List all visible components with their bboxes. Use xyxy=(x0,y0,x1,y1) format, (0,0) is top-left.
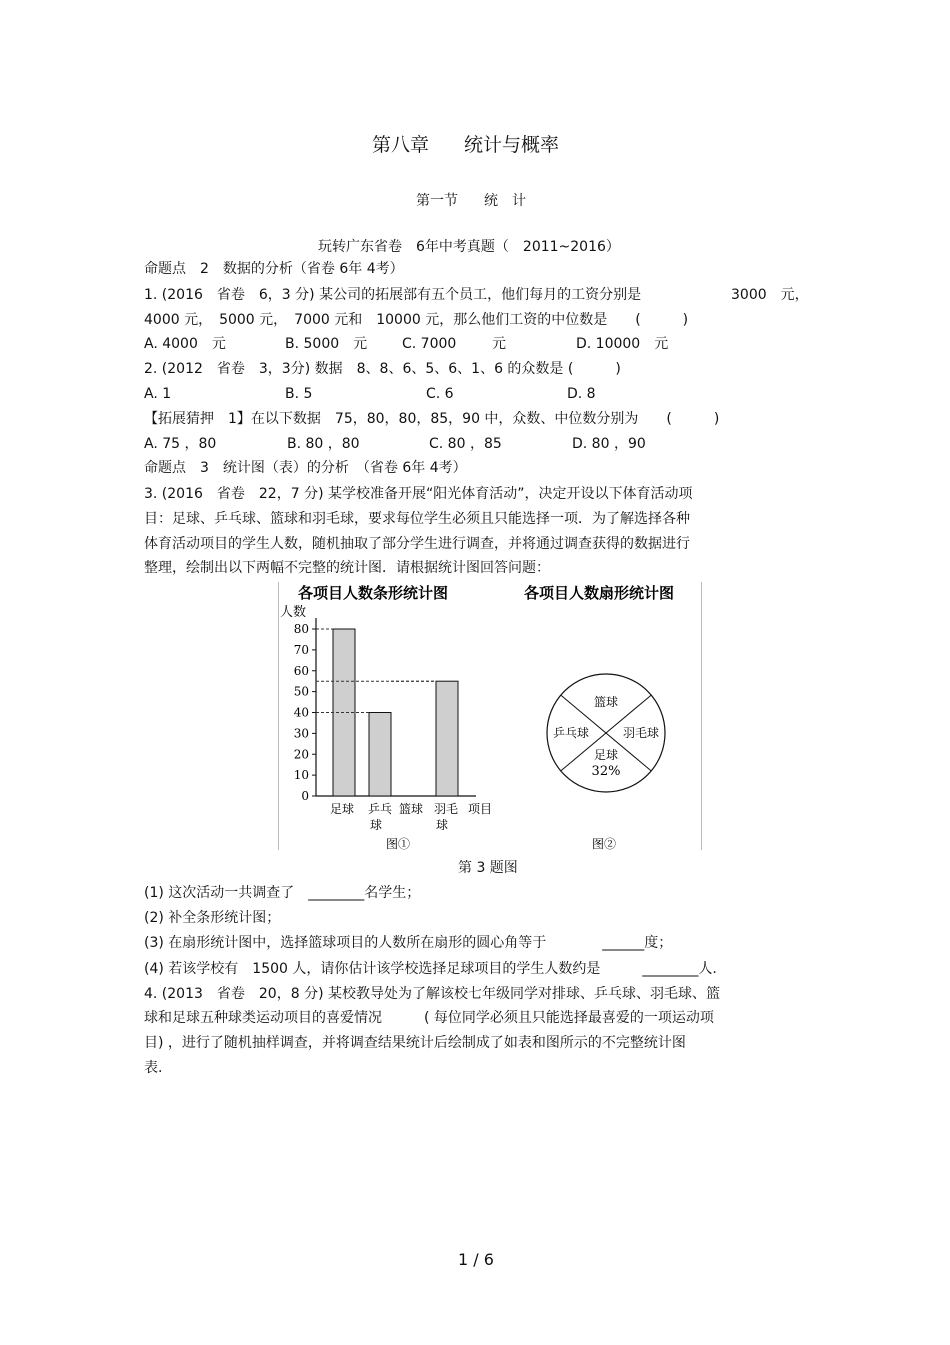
x-category-label-line2: 球 xyxy=(436,818,449,832)
pie-slice-label: 乒乓球 xyxy=(552,726,590,740)
question-1-option-c-unit: 元 xyxy=(492,336,506,352)
x-category-label-line2: 球 xyxy=(370,818,383,832)
x-category-label: 乒乓 xyxy=(368,802,393,816)
bar-chart xyxy=(280,584,492,850)
y-axis-label-char: 人 xyxy=(280,605,294,620)
question-2-option-c: C. 6 xyxy=(426,386,454,402)
y-tick-label: 20 xyxy=(293,747,309,762)
y-tick-label: 0 xyxy=(301,789,309,803)
y-tick-label: 30 xyxy=(293,726,309,741)
x-category-label: 篮球 xyxy=(399,802,424,816)
x-category-label: 羽毛 xyxy=(434,802,459,816)
extension-option-b: B. 80 ，80 xyxy=(287,436,360,452)
y-tick-label: 80 xyxy=(293,622,309,636)
y-tick-label: 10 xyxy=(293,768,309,783)
question-4-line-3: 目) ，进行了随机抽样调查，并将调查结果统计后绘制成了如表和图所示的不完整统计图 xyxy=(144,1035,686,1051)
extension-option-d: D. 80 ，90 xyxy=(572,436,646,452)
question-4-line-2: 球和足球五种球类运动项目的喜爱情况 ( 每位同学必须且只能选择最喜爱的一项运动项 xyxy=(144,1010,714,1026)
bar-3 xyxy=(436,681,458,796)
extension-option-c: C. 80 ，85 xyxy=(429,436,502,452)
question-3-line-1: 3. (2016 省卷 22，7 分) 某学校准备开展“阳光体育活动”，决定开设以下体育活动项 xyxy=(144,486,693,502)
question-1-option-d: D. 10000 元 xyxy=(576,336,669,352)
question-3-line-4: 整理，绘制出以下两幅不完整的统计图．请根据统计图回答问题： xyxy=(144,560,550,576)
y-axis-label-char: 数 xyxy=(293,605,307,620)
x-category-label: 足球 xyxy=(330,802,355,816)
question-4-line-1: 4. (2013 省卷 20，8 分) 某校教导处为了解该校七年级同学对排球、乒乓球、羽毛球、篮 xyxy=(144,986,720,1002)
extension-question: 【拓展猜押 1】在以下数据 75，80，80，85，90 中，众数、中位数分别为 ( ) xyxy=(144,411,720,427)
chapter-number: 第八章 xyxy=(372,134,430,156)
sub-question-4: (4) 若该学校有 1500 人，请你估计该学校选择足球项目的学生人数约是 ________人. xyxy=(144,961,717,977)
pie-chart-title: 各项目人数扇形统计图 xyxy=(524,584,675,602)
question-3-line-2: 目：足球、乒乓球、篮球和羽毛球，要求每位学生必须且只能选择一项．为了解选择各种 xyxy=(144,511,690,527)
subtitle: 玩转广东省卷 6年中考真题（ 2011~2016） xyxy=(318,239,620,255)
pie-slice-label: 篮球 xyxy=(593,695,619,709)
sub-question-1: (1) 这次活动一共调查了 ________名学生； xyxy=(144,885,421,901)
y-tick-label: 40 xyxy=(293,705,309,720)
figure-caption: 第 3 题图 xyxy=(458,860,518,876)
y-tick-label: 60 xyxy=(293,663,309,678)
x-axis-label: 项目 xyxy=(468,802,493,816)
sub-question-2: (2) 补全条形统计图； xyxy=(144,910,281,926)
page-number: 1 / 6 xyxy=(458,1250,494,1269)
topic-3-heading: 命题点 3 统计图（表）的分析 （省卷 6年 4考） xyxy=(144,460,467,476)
pie-chart xyxy=(524,584,674,850)
question-3-line-3: 体育活动项目的学生人数，随机抽取了部分学生进行调查，并将通过调查获得的数据进行 xyxy=(144,536,690,552)
question-2-option-a: A. 1 xyxy=(144,386,172,402)
question-1-line-1: 1. (2016 省卷 6，3 分) 某公司的拓展部有五个员工，他们每月的工资分别是 xyxy=(144,287,642,303)
question-1-option-c: C. 7000 xyxy=(402,336,457,352)
pie-slice-label: 足球 xyxy=(593,748,619,762)
pie-slice-label: 羽毛球 xyxy=(622,726,660,740)
question-1-line-2: 4000 元， 5000 元， 7000 元和 10000 元，那么他们工资的中位数是 ( ) xyxy=(144,312,689,328)
chapter-title: 统计与概率 xyxy=(464,134,560,156)
question-1-option-a: A. 4000 元 xyxy=(144,336,226,352)
statistics-figure-svg xyxy=(278,582,702,850)
bar-figure-label: 图① xyxy=(386,837,411,850)
statistics-figure xyxy=(278,582,702,850)
section-number: 第一节 xyxy=(416,193,458,209)
question-1-option-b: B. 5000 元 xyxy=(285,336,368,352)
question-1-line-1-end: 3000 元， xyxy=(731,287,809,303)
extension-option-a: A. 75 ，80 xyxy=(144,436,217,452)
bar-1 xyxy=(369,713,391,797)
y-tick-label: 50 xyxy=(293,684,309,699)
question-4-line-4: 表. xyxy=(144,1060,163,1076)
section-title: 统 计 xyxy=(484,193,526,209)
y-tick-label: 70 xyxy=(293,642,309,657)
bar-chart-title: 各项目人数条形统计图 xyxy=(298,584,449,602)
pie-slice-percent: 32% xyxy=(591,764,621,779)
sub-question-3: (3) 在扇形统计图中，选择篮球项目的人数所在扇形的圆心角等于 ______度； xyxy=(144,935,673,951)
question-2-option-d: D. 8 xyxy=(567,386,596,402)
topic-2-heading: 命题点 2 数据的分析（省卷 6年 4考） xyxy=(144,261,404,277)
pie-figure-label: 图② xyxy=(591,837,617,850)
question-2-option-b: B. 5 xyxy=(285,386,313,402)
question-2: 2. (2012 省卷 3，3分) 数据 8、8、6、5、6、1、6 的众数是 ( ) xyxy=(144,361,621,377)
